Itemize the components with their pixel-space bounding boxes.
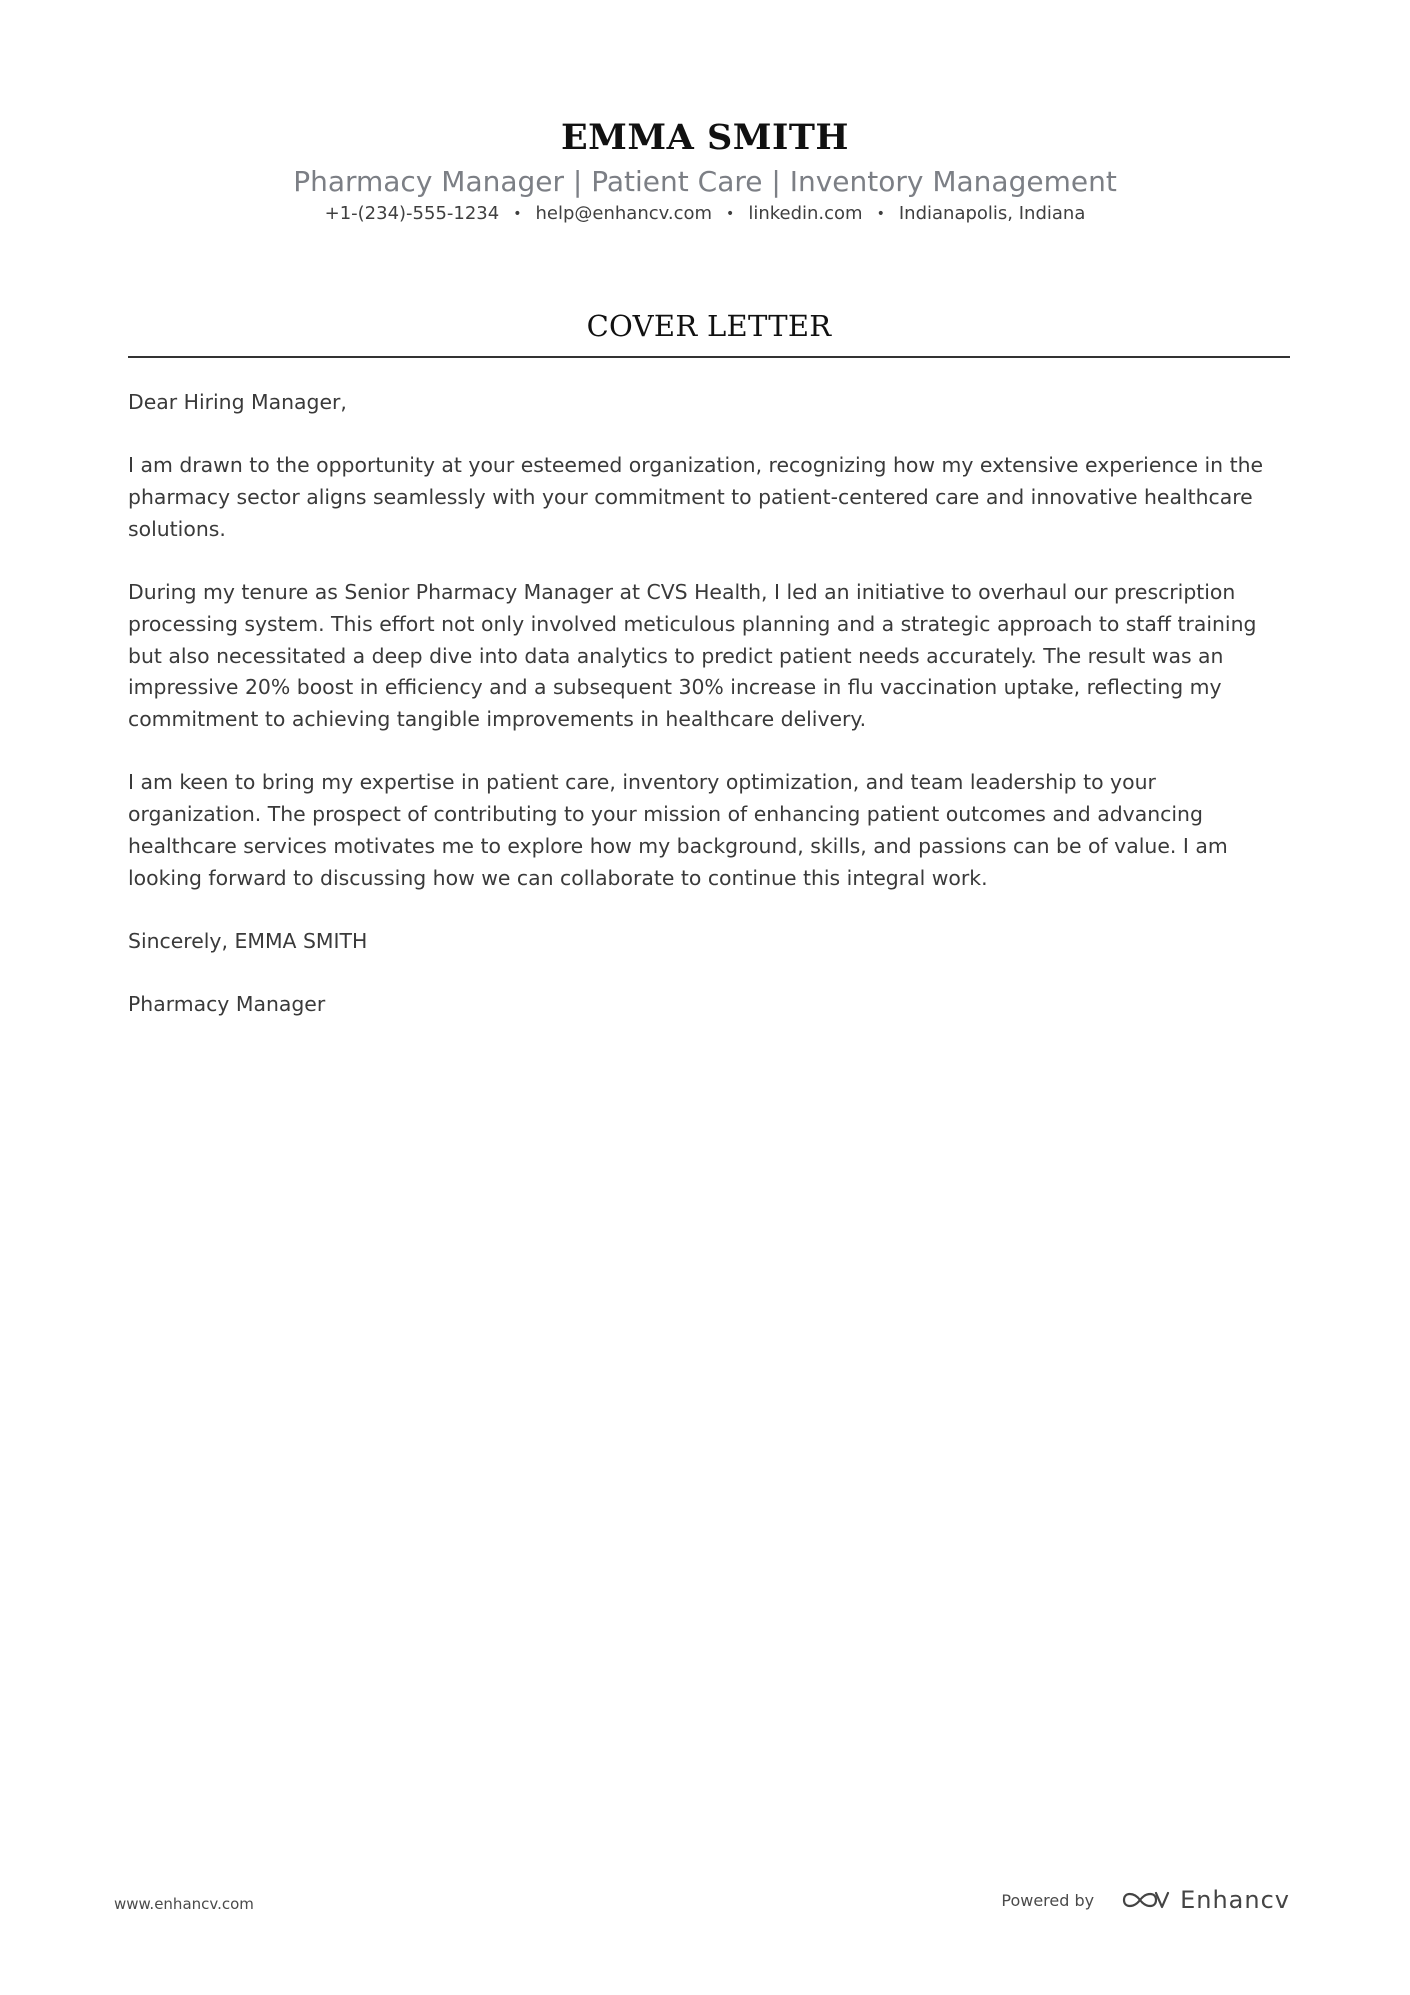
signature-title: Pharmacy Manager (128, 992, 326, 1017)
brand-logo[interactable] (1122, 1886, 1290, 1914)
candidate-headline: Pharmacy Manager | Patient Care | Inventory Management (293, 165, 1117, 198)
candidate-name: EMMA SMITH (560, 117, 849, 158)
contact-separator: • (513, 206, 522, 222)
contact-separator: • (726, 206, 735, 222)
powered-by-label: Powered by (1001, 1890, 1095, 1910)
brand-name: Enhancv (1180, 1886, 1290, 1914)
contact-location: Indianapolis, Indiana (898, 203, 1086, 224)
enhancv-logo-icon (1122, 1887, 1170, 1913)
letter-paragraph: I am drawn to the opportunity at your esteemed organization, recognizing how my extensive experience in the pharmacy sector aligns seamlessly with your commitment to patient-centered care and innovative healthcare solutions. (128, 453, 1264, 541)
letter-greeting: Dear Hiring Manager, (128, 390, 347, 414)
footer-website[interactable]: www.enhancv.com (114, 1895, 254, 1913)
contact-separator: • (876, 206, 885, 222)
letter-closing: Sincerely, EMMA SMITH (128, 928, 368, 953)
resume-header (0, 112, 1410, 228)
contact-linkedin[interactable]: linkedin.com (748, 203, 863, 224)
contact-email[interactable]: help@enhancv.com (535, 203, 713, 224)
section-divider (128, 356, 1290, 358)
letter-paragraph: I am keen to bring my expertise in patient care, inventory optimization, and team leadership to your organization. The prospect of contributing to your mission of enhancing patient outcomes and advancing healthcare services motivates me to explore how my background, skills, and passions can be of value. I am looking forward to discussing how we can collaborate to continue this integral work. (128, 770, 1228, 890)
letter-paragraph: During my tenure as Senior Pharmacy Manager at CVS Health, I led an initiative to overhaul our prescription processing system. This effort not only involved meticulous planning and a strategic approach to staff training but also necessitated a deep dive into data analytics to predict patient needs accurately. The result was an impressive 20% boost in efficiency and a subsequent 30% increase in flu vaccination uptake, reflecting my commitment to achieving tangible improvements in healthcare delivery. (128, 580, 1257, 731)
footer-branding (1001, 1886, 1290, 1914)
contact-phone: +1-(234)-555-1234 (324, 203, 500, 224)
contact-info (0, 200, 1410, 228)
section-title: COVER LETTER (586, 309, 832, 343)
letter-body (128, 387, 1290, 1053)
